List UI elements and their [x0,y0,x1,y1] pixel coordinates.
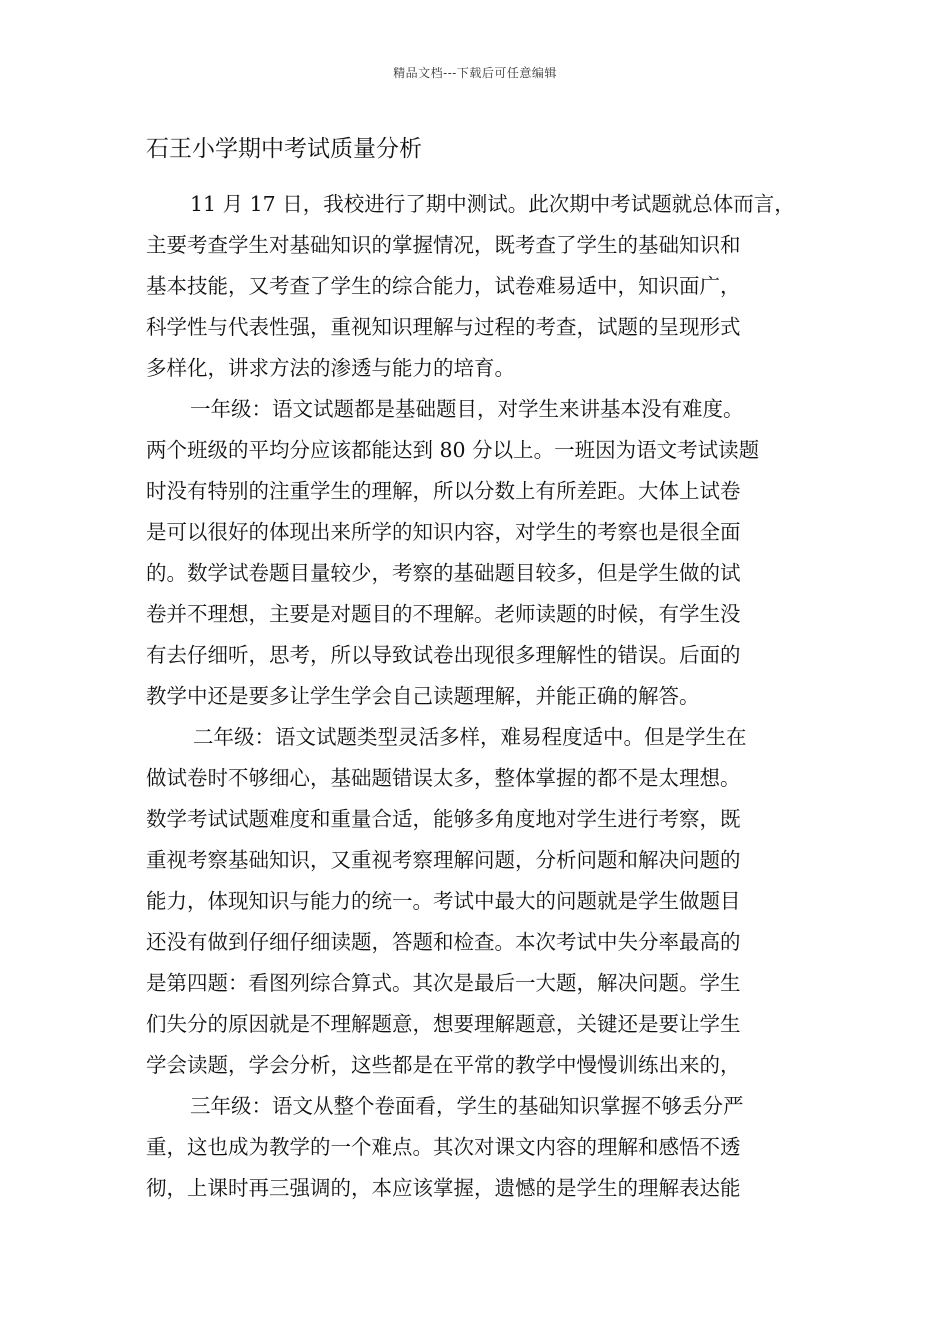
body-line: 三年级：语文从整个卷面看，学生的基础知识掌握不够丢分严 [190,1094,744,1118]
header-note: 精品文档---下载后可任意编辑 [393,66,557,80]
body-line: 数学考试试题难度和重量合适，能够多角度地对学生进行考察，既 [146,807,741,831]
body-line: 教学中还是要多让学生学会自己读题理解，并能正确的解答。 [146,684,700,708]
body-line: 重视考察基础知识，又重视考察理解问题，分析问题和解决问题的 [146,848,741,872]
body-line: 彻，上课时再三强调的，本应该掌握，遗憾的是学生的理解表达能 [146,1176,741,1200]
body-line: 基本技能，又考查了学生的综合能力，试卷难易适中，知识面广， [146,274,741,298]
body-line: 的。数学试卷题目量较少，考察的基础题目较多，但是学生做的试 [146,561,741,585]
body-line: 主要考查学生对基础知识的掌握情况，既考查了学生的基础知识和 [146,233,741,257]
body-line: 是可以很好的体现出来所学的知识内容，对学生的考察也是很全面 [146,520,741,544]
body-line: 一年级：语文试题都是基础题目，对学生来讲基本没有难度。 [190,397,744,421]
body-line: 时没有特别的注重学生的理解，所以分数上有所差距。大体上试卷 [146,479,741,503]
body-line: 两个班级的平均分应该都能达到 80 分以上。一班因为语文考试读题 [146,438,760,462]
body-line: 科学性与代表性强，重视知识理解与过程的考查，试题的呈现形式 [146,315,741,339]
document-body [146,184,818,1209]
document-title: 石王小学期中考试质量分析 [146,136,422,162]
body-line: 11 月 17 日，我校进行了期中测试。此次期中考试题就总体而言， [190,192,795,216]
body-line: 还没有做到仔细仔细读题，答题和检查。本次考试中失分率最高的 [146,930,741,954]
body-line: 做试卷时不够细心，基础题错误太多，整体掌握的都不是太理想。 [146,766,741,790]
body-line: 学会读题，学会分析，这些都是在平常的教学中慢慢训练出来的， [146,1053,741,1077]
body-line: 重，这也成为教学的一个难点。其次对课文内容的理解和感悟不透 [146,1135,741,1159]
body-line: 是第四题：看图列综合算式。其次是最后一大题，解决问题。学生 [146,971,741,995]
body-line: 有去仔细听，思考，所以导致试卷出现很多理解性的错误。后面的 [146,643,741,667]
body-line: 卷并不理想，主要是对题目的不理解。老师读题的时候，有学生没 [146,602,741,626]
body-line: 们失分的原因就是不理解题意，想要理解题意，关键还是要让学生 [146,1012,741,1036]
body-line: 二年级：语文试题类型灵活多样，难易程度适中。但是学生在 [193,725,747,749]
body-line: 多样化，讲求方法的渗透与能力的培育。 [146,356,515,380]
body-line: 能力，体现知识与能力的统一。考试中最大的问题就是学生做题目 [146,889,741,913]
